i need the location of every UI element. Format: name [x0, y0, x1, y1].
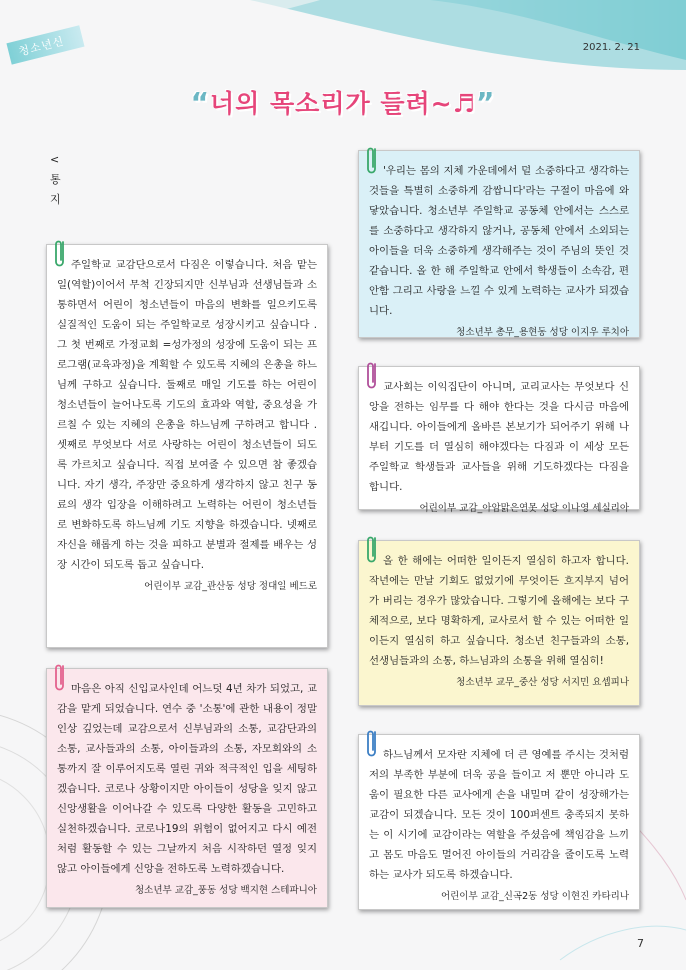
note-text: 하느님께서 모자란 지체에 더 큰 영예를 주시는 것처럼 저의 부족한 부분에 더욱 공을 들이고 저 뿐만 아니라 도움이 필요한 다른 교사에게 손을 내밀며 같이 성장해가는 교감이 되겠습니다. 모든 것이 100퍼센트 충족되지 못하는 이 시기에 교감이라는 역할을 주셨음에 책임감을 느끼고 몸도 마음도 멀어진 아이들의 거리감을 줄이도록 노력하는 교사가 되도록 하겠습니다. [369, 749, 629, 881]
note-card [358, 150, 640, 338]
note-text: 마음은 아직 신입교사인데 어느덧 4년 차가 되었고, 교감을 맡게 되었습니다. 연수 중 '소통'에 관한 내용이 정말 인상 깊었는데 교감으로서 신부님과의 소통, 교감단과의 소통, 교사들과의 소통, 아이들과의 소통, 자모회와의 소통까지 잘 이루어지도록 열린 귀와 적극적인 입을 세팅하겠습니다. 코로나 상황이지만 아이들이 성당을 잊지 않고 신앙생활을 이어나갈 수 있도록 다양한 활동을 고민하고 실천하겠습니다. 코로나19의 위험이 없어지고 다시 예전처럼 활동할 수 있는 그날까지 처음 시작하던 열정 잊지 않고 아이들에게 신앙을 전하도록 노력하겠습니다. [57, 683, 317, 875]
note-text: 주일학교 교감단으로서 다짐은 이렇습니다. 처음 맡는 일(역할)이어서 무척 긴장되지만 신부님과 선생님들과 소통하면서 어린이 청소년들이 마음의 변화를 일으키도록 실질적인 도움이 되는 주일학교로 성장시키고 싶습니다 . 그 첫 번째로 가정교회 =성가정의 성장에 도움이 되는 프로그램(교육과정)을 계획할 수 있도록 지혜의 은총을 하느님께 구하고 싶습니다. 둘째로 매일 기도를 하는 어린이 청소년들이 늘어나도록 기도의 효과와 역할, 중요성을 가르칠 수 있는 지혜의 은총을 하느님께 구하려고 합니다 . 셋째로 무엇보다 서로 사랑하는 어린이 청소년들이 되도록 가르치고 싶습니다. 직접 보여줄 수 있으면 참 좋겠습니다. 자기 생각, 주장만 중요하게 생각하지 않고 친구 동료의 생각 입장을 이해하려고 노력하는 어린이 청소년들로 변화하도록 하느님께 기도 지향을 하겠습니다. 넷째로 자신을 해롭게 하는 것을 피하고 분별과 절제를 배우는 성장 시간이 되도록 돕고 싶습니다. [57, 259, 317, 571]
note-signature: 어린이부 교감_신곡2동 성당 이현진 카타리나 [440, 891, 629, 902]
note-card [358, 734, 640, 910]
title-text: 너의 목소리가 들려~♬ [210, 89, 476, 118]
note-signature: 어린이부 교감_관산동 성당 정대일 베드로 [144, 581, 317, 592]
note-signature: 어린이부 교감_아암맑은연못 성당 이나영 세실리아 [419, 503, 629, 514]
close-quote: ” [475, 86, 496, 119]
note-card [46, 668, 328, 908]
note-card [358, 366, 640, 514]
hidden-text-fragment: < 통 지 [50, 153, 61, 206]
note-signature: 청소년부 교감_풍동 성당 백지현 스테파니아 [134, 885, 317, 896]
note-card [46, 244, 328, 648]
section-tag: 청소년신 [6, 25, 84, 64]
page-title [0, 84, 686, 120]
paperclip-icon [366, 534, 378, 566]
issue-date: 2021. 2. 21 [582, 42, 640, 53]
page-number: 7 [637, 937, 644, 950]
paperclip-icon [366, 360, 378, 392]
note-text: '우리는 몸의 지체 가운데에서 덜 소중하다고 생각하는 것들을 특별히 소중하게 감쌉니다'라는 구절이 마음에 와 닿았습니다. 청소년부 주일학교 공동체 안에서는 스스로를 소중하다고 생각하지 않거나, 공동체 안에서 소외되는 아이들을 더욱 소중하게 생각해주는 것이 주님의 뜻인 것 같습니다. 올 한 해 주일학교 안에서 학생들이 소속감, 편안함 그리고 사랑을 느낄 수 있게 노력하는 교사가 되겠습니다. [369, 165, 629, 317]
note-signature: 청소년부 교무_중산 성당 서지민 요셉피나 [456, 677, 629, 688]
paperclip-icon [54, 238, 66, 270]
open-quote: “ [190, 86, 211, 119]
paperclip-icon [366, 145, 378, 177]
paperclip-icon [54, 662, 66, 694]
note-text: 교사회는 이익집단이 아니며, 교리교사는 무엇보다 신앙을 전하는 임무를 다 해야 한다는 것을 다시금 마음에 새깁니다. 아이들에게 올바른 본보기가 되어주기 위해 나부터 기도를 더 열심히 해야겠다는 다짐과 이 세상 모든 주일학교 학생들과 교사들을 위해 기도하겠다는 다짐을 합니다. [369, 381, 629, 493]
note-text: 올 한 해에는 어떠한 일이든지 열심히 하고자 합니다. 작년에는 만날 기회도 없었기에 무엇이든 흐지부지 넘어가 버리는 경우가 많았습니다. 그렇기에 올해에는 보다 구체적으로, 보다 명확하게, 교사로서 할 수 있는 어떠한 일이든지 열심히 하고 싶습니다. 청소년 친구들과의 소통, 선생님들과의 소통, 하느님과의 소통을 위해 열심히! [369, 555, 629, 667]
paperclip-icon [366, 728, 378, 760]
note-card [358, 540, 640, 706]
note-signature: 청소년부 총무_용현동 성당 이지우 루치아 [456, 327, 629, 338]
